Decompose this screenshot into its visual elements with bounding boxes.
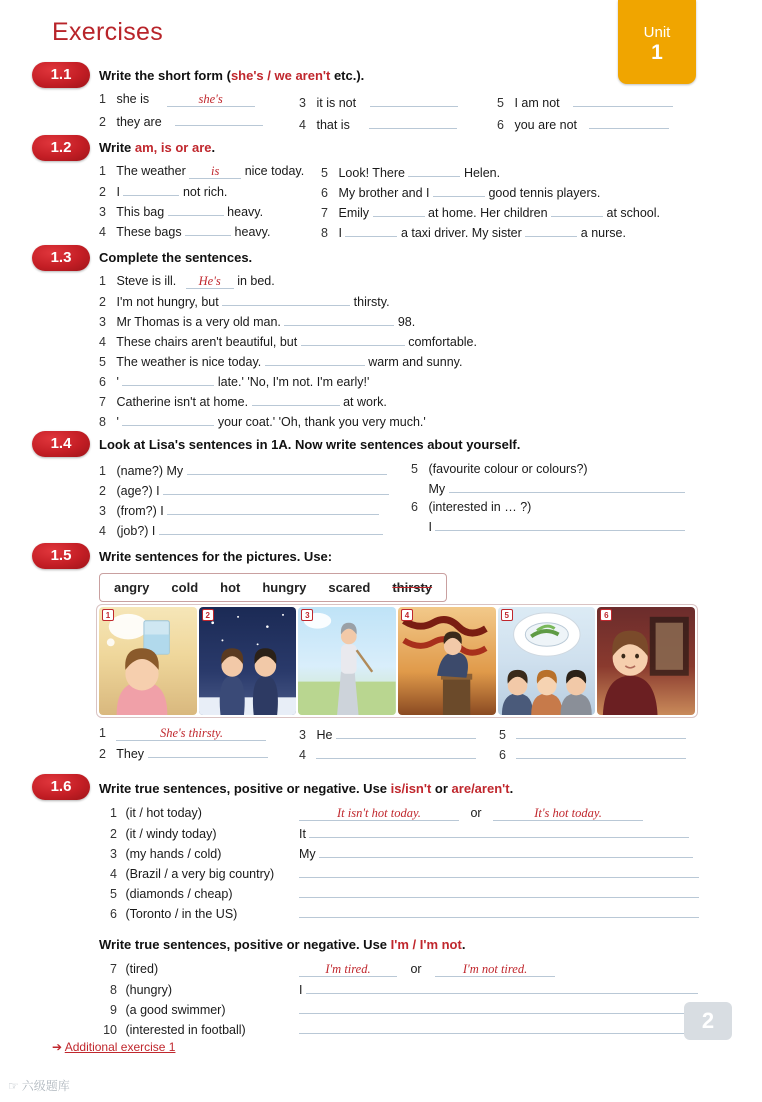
- item-text: I am not: [514, 96, 560, 110]
- instr-highlight: am, is or are: [134, 140, 212, 155]
- item-number: 3: [99, 504, 106, 518]
- answer-blank[interactable]: [316, 746, 476, 759]
- item-row: [299, 114, 497, 132]
- item-row: [99, 274, 719, 289]
- answer-blank[interactable]: [309, 825, 689, 838]
- picture-3-art: [298, 607, 396, 715]
- instr-pre: Write true sentences, positive or negative. Use: [99, 781, 391, 796]
- exercise-number-1-4: 1.4: [32, 431, 90, 457]
- item-prompt: (hungry): [125, 983, 173, 997]
- item-number: 3: [299, 728, 306, 742]
- item-number: 5: [497, 96, 504, 110]
- item-row: [99, 865, 719, 881]
- watermark-label: 六级题库: [21, 1079, 70, 1093]
- item-text-post: nice today.: [244, 164, 305, 178]
- instruction-1-5: Write sentences for the pictures. Use:: [99, 549, 333, 564]
- item-prompt: (my hands / cold): [125, 847, 222, 861]
- item-row: [99, 845, 719, 861]
- item-text: I: [116, 185, 120, 199]
- or-label: or: [470, 806, 482, 820]
- item-lead: It: [298, 827, 306, 841]
- item-number: 1: [99, 726, 106, 740]
- item-row: [99, 313, 719, 329]
- instr-highlight-1: is/isn't: [390, 781, 432, 796]
- answer-blank[interactable]: [299, 1001, 699, 1014]
- item-text-post: thirsty.: [353, 295, 390, 309]
- item-number: 3: [99, 205, 106, 219]
- picture-number: 6: [600, 609, 612, 621]
- item-row: [99, 1021, 719, 1037]
- item-text: (favourite colour or colours?): [428, 462, 588, 476]
- item-number: 4: [99, 524, 106, 538]
- answer-blank[interactable]: is: [189, 164, 241, 179]
- item-number: 1: [99, 464, 106, 478]
- answer-blank[interactable]: [175, 111, 263, 126]
- item-text: ': [116, 415, 119, 429]
- item-lead: They: [116, 747, 145, 761]
- item-text: Catherine isn't at home.: [116, 395, 249, 409]
- item-number: 5: [411, 462, 418, 476]
- item-text: (from?) I: [116, 504, 164, 518]
- answer-blank[interactable]: [516, 726, 686, 739]
- item-number: 4: [110, 867, 117, 881]
- item-text: My brother and I: [338, 186, 430, 200]
- answer-blank[interactable]: [319, 845, 693, 858]
- instr-pre: Write true sentences, positive or negative. Use: [99, 937, 391, 952]
- instr-pre: Write: [99, 140, 135, 155]
- item-row: [299, 746, 499, 762]
- item-row: [321, 184, 711, 200]
- instr-highlight-2: are/aren't: [451, 781, 510, 796]
- column-left: [99, 164, 321, 244]
- item-text: ': [116, 375, 119, 389]
- item-number: 7: [110, 962, 117, 976]
- item-number: 6: [411, 500, 418, 514]
- item-text: she is: [116, 92, 150, 106]
- item-row: [411, 500, 711, 514]
- item-text: Look! There: [338, 166, 405, 180]
- answer-blank[interactable]: [336, 726, 476, 739]
- instr-pre: Write the short form (: [99, 68, 231, 83]
- item-text-post: Helen.: [463, 166, 501, 180]
- item-row: [99, 293, 719, 309]
- answer-blank[interactable]: [168, 203, 224, 216]
- exercise-number-1-5: 1.5: [32, 543, 90, 569]
- or-label: or: [410, 962, 422, 976]
- answer-blank[interactable]: [185, 223, 231, 236]
- item-row: [499, 746, 699, 762]
- exercise-1-4: [99, 437, 719, 542]
- item-number: 8: [321, 226, 328, 240]
- answer-blank[interactable]: He's: [186, 274, 234, 289]
- exercise-1-5: [99, 549, 719, 602]
- item-number: 9: [110, 1003, 117, 1017]
- item-text: (age?) I: [116, 484, 160, 498]
- answer-blank-2[interactable]: [551, 204, 603, 217]
- item-text-post2: at school.: [606, 206, 661, 220]
- answer-blank[interactable]: [187, 462, 387, 475]
- exercise-1-6: [99, 781, 719, 1041]
- item-row: [99, 373, 719, 389]
- item-prompt: (tired): [125, 962, 159, 976]
- answer-blank[interactable]: [408, 164, 460, 177]
- item-row: [99, 203, 321, 219]
- column-1: [99, 726, 299, 766]
- item-number: 6: [497, 118, 504, 132]
- item-row: [99, 825, 719, 841]
- item-row: [99, 981, 719, 997]
- answer-blank[interactable]: [122, 413, 214, 426]
- additional-exercise-link[interactable]: [52, 1040, 175, 1054]
- exercise-number-1-3: 1.3: [32, 245, 90, 271]
- instr-highlight: she's / we aren't: [230, 68, 331, 83]
- instr-post: .: [509, 781, 514, 796]
- picture-strip: [96, 604, 698, 718]
- item-row: [99, 905, 719, 921]
- answer-blank[interactable]: she's: [167, 92, 255, 107]
- answer-blank[interactable]: [222, 293, 350, 306]
- answer-blank[interactable]: [369, 114, 457, 129]
- picture-6: [597, 607, 695, 715]
- item-number: 2: [99, 295, 106, 309]
- answer-blank[interactable]: [373, 204, 425, 217]
- column-left: [99, 462, 411, 542]
- item-row: [99, 962, 719, 977]
- item-text-post: not rich.: [182, 185, 228, 199]
- item-number: 5: [499, 728, 506, 742]
- item-prompt: (Toronto / in the US): [125, 907, 238, 921]
- item-number: 7: [99, 395, 106, 409]
- item-text: These bags: [116, 225, 182, 239]
- item-prompt: (it / windy today): [125, 827, 217, 841]
- column-right: [321, 164, 711, 244]
- word-angry: angry: [114, 580, 150, 595]
- item-text-post2: a nurse.: [580, 226, 626, 240]
- item-lead: I: [428, 520, 432, 534]
- item-text: Emily: [338, 206, 370, 220]
- item-text: that is: [316, 118, 350, 132]
- item-row: [99, 92, 299, 107]
- item-number: 1: [99, 274, 106, 288]
- page-title: Exercises: [52, 18, 164, 46]
- item-number: 8: [110, 983, 117, 997]
- picture-4: [398, 607, 496, 715]
- unit-label: Unit: [643, 24, 671, 41]
- instruction-1-4: Look at Lisa's sentences in 1A. Now write sentences about yourself.: [99, 437, 521, 452]
- exercise-1-1: [99, 68, 719, 136]
- picture-number: 3: [301, 609, 313, 621]
- instruction-1-3: Complete the sentences.: [99, 250, 253, 265]
- picture-6-art: [597, 607, 695, 715]
- answer-blank[interactable]: [163, 482, 389, 495]
- instruction-1-1: [99, 68, 719, 83]
- additional-exercise-label[interactable]: Additional exercise 1: [64, 1040, 176, 1054]
- item-row: [99, 183, 321, 199]
- column-3: [497, 92, 707, 136]
- answer-blank[interactable]: [449, 480, 685, 493]
- item-text-post: heavy.: [234, 225, 271, 239]
- answer-blank-2[interactable]: It's hot today.: [493, 806, 643, 821]
- item-row: [321, 204, 711, 220]
- item-row: [299, 92, 497, 110]
- picture-number: 1: [102, 609, 114, 621]
- item-row: [321, 224, 711, 240]
- picture-2-art: [199, 607, 297, 715]
- picture-1-art: [99, 607, 197, 715]
- column-right: [411, 462, 711, 542]
- item-number: 3: [110, 847, 117, 861]
- column-1: [99, 92, 299, 136]
- item-number: 6: [99, 375, 106, 389]
- item-lead: My: [428, 482, 446, 496]
- item-text: (interested in … ?): [428, 500, 532, 514]
- answer-blank-2[interactable]: [525, 224, 577, 237]
- item-number: 6: [110, 907, 117, 921]
- item-text-post: at work.: [343, 395, 387, 409]
- exercise-number-1-2: 1.2: [32, 135, 90, 161]
- item-row: [99, 745, 299, 761]
- item-text: (job?) I: [116, 524, 156, 538]
- item-row: [99, 462, 411, 478]
- item-number: 10: [103, 1023, 117, 1037]
- word-thirsty-struck: thirsty: [392, 580, 433, 595]
- item-number: 4: [99, 225, 106, 239]
- item-text-post: good tennis players.: [488, 186, 601, 200]
- item-number: 5: [110, 887, 117, 901]
- item-text: they are: [116, 115, 162, 129]
- item-prompt: (diamonds / cheap): [125, 887, 233, 901]
- item-number: 3: [99, 315, 106, 329]
- item-row: [299, 726, 499, 742]
- item-row: [99, 353, 719, 369]
- item-text-post: warm and sunny.: [368, 355, 463, 369]
- item-text: (name?) My: [116, 464, 184, 478]
- answer-blank[interactable]: [265, 353, 365, 366]
- item-row: [497, 92, 707, 110]
- instruction-1-2: [99, 140, 719, 155]
- item-text-post: 98.: [397, 315, 416, 329]
- item-row: [411, 518, 711, 534]
- watermark-icon: ☞: [8, 1079, 19, 1093]
- answer-blank[interactable]: [589, 114, 669, 129]
- word-cold: cold: [171, 580, 199, 595]
- answer-blank[interactable]: [299, 905, 699, 918]
- item-row: [99, 393, 719, 409]
- word-scared: scared: [328, 580, 371, 595]
- item-row: [497, 114, 707, 132]
- exercise-1-3: [99, 250, 719, 433]
- unit-number: 1: [651, 41, 663, 64]
- word-bank: [99, 573, 447, 602]
- answer-blank[interactable]: [159, 522, 383, 535]
- item-number: 4: [299, 748, 306, 762]
- item-row: [321, 164, 711, 180]
- picture-5-art: [498, 607, 596, 715]
- item-row: [99, 885, 719, 901]
- item-lead: My: [298, 847, 316, 861]
- item-text: it is not: [316, 96, 357, 110]
- answer-blank[interactable]: [435, 518, 685, 531]
- item-number: 2: [110, 827, 117, 841]
- word-hot: hot: [220, 580, 241, 595]
- item-number: 6: [321, 186, 328, 200]
- item-lead: He: [316, 728, 333, 742]
- item-text: The weather: [116, 164, 186, 178]
- item-text: I'm not hungry, but: [116, 295, 219, 309]
- exercise-number-1-6: 1.6: [32, 774, 90, 800]
- picture-number: 5: [501, 609, 513, 621]
- answer-blank-2[interactable]: I'm not tired.: [435, 962, 555, 977]
- item-lead: I: [298, 983, 303, 997]
- item-row: [99, 223, 321, 239]
- item-number: 2: [99, 185, 106, 199]
- item-text-post: comfortable.: [408, 335, 477, 349]
- word-hungry: hungry: [262, 580, 307, 595]
- instr-post: .: [461, 937, 466, 952]
- item-row: [99, 111, 299, 129]
- item-number: 2: [99, 747, 106, 761]
- item-text: I: [338, 226, 342, 240]
- column-3: [499, 726, 699, 766]
- item-prompt: (interested in football): [125, 1023, 246, 1037]
- item-text: Mr Thomas is a very old man.: [116, 315, 281, 329]
- item-text-post: heavy.: [227, 205, 264, 219]
- item-text: you are not: [514, 118, 578, 132]
- exercise-1-5-answers: [99, 726, 719, 766]
- answer-blank[interactable]: [433, 184, 485, 197]
- answer-blank[interactable]: [122, 373, 214, 386]
- item-row: [411, 480, 711, 496]
- answer-blank-1[interactable]: I'm tired.: [299, 962, 397, 977]
- instr-highlight: I'm / I'm not: [390, 937, 462, 952]
- exercise-number-1-1: 1.1: [32, 62, 90, 88]
- item-text-post: your coat.' 'Oh, thank you very much.': [217, 415, 426, 429]
- answer-blank[interactable]: [148, 745, 268, 758]
- item-number: 1: [99, 92, 106, 106]
- picture-1: [99, 607, 197, 715]
- answer-blank[interactable]: [573, 92, 673, 107]
- instr-post: etc.).: [330, 68, 365, 83]
- answer-blank[interactable]: [306, 981, 698, 994]
- column-2: [299, 726, 499, 766]
- answer-blank[interactable]: [516, 746, 686, 759]
- arrow-right-icon: ➔: [52, 1040, 63, 1054]
- item-row: [99, 502, 411, 518]
- item-row: [99, 522, 411, 538]
- item-prompt: (a good swimmer): [125, 1003, 226, 1017]
- answer-blank[interactable]: [345, 224, 397, 237]
- instruction-1-6: [99, 781, 719, 796]
- item-row: [99, 164, 321, 179]
- item-row: [99, 482, 411, 498]
- item-number: 4: [299, 118, 306, 132]
- item-row: [499, 726, 699, 742]
- item-number: 4: [99, 335, 106, 349]
- picture-number: 4: [401, 609, 413, 621]
- exercise-1-2: [99, 140, 719, 244]
- answer-blank[interactable]: [284, 313, 394, 326]
- item-number: 5: [321, 166, 328, 180]
- answer-blank[interactable]: [370, 92, 458, 107]
- item-row: [99, 726, 299, 741]
- page-number-badge: 2: [684, 1002, 732, 1040]
- column-2: [299, 92, 497, 136]
- answer-blank[interactable]: [123, 183, 179, 196]
- item-number: 6: [499, 748, 506, 762]
- item-prompt: (Brazil / a very big country): [125, 867, 275, 881]
- item-text: These chairs aren't beautiful, but: [116, 335, 298, 349]
- answer-blank[interactable]: [252, 393, 340, 406]
- item-row: [99, 1001, 719, 1017]
- item-prompt: (it / hot today): [125, 806, 202, 820]
- item-number: 2: [99, 484, 106, 498]
- picture-4-art: [398, 607, 496, 715]
- item-number: 1: [99, 164, 106, 178]
- item-number: 2: [99, 115, 106, 129]
- item-row: [411, 462, 711, 476]
- picture-5: [498, 607, 596, 715]
- item-number: 5: [99, 355, 106, 369]
- item-text: Steve is ill.: [116, 274, 177, 288]
- answer-blank[interactable]: [299, 1021, 699, 1034]
- answer-blank[interactable]: She's thirsty.: [116, 726, 266, 741]
- answer-blank[interactable]: [167, 502, 379, 515]
- answer-blank[interactable]: [301, 333, 405, 346]
- item-number: 3: [299, 96, 306, 110]
- item-text: The weather is nice today.: [116, 355, 262, 369]
- item-text-post: in bed.: [237, 274, 275, 288]
- answer-blank[interactable]: [299, 865, 699, 878]
- item-number: 8: [99, 415, 106, 429]
- item-number: 1: [110, 806, 117, 820]
- picture-number: 2: [202, 609, 214, 621]
- item-row: [99, 333, 719, 349]
- picture-3: [298, 607, 396, 715]
- answer-blank[interactable]: [299, 885, 699, 898]
- item-text: This bag: [116, 205, 165, 219]
- picture-2: [199, 607, 297, 715]
- item-row: [99, 413, 719, 429]
- instruction-1-6-part2: [99, 937, 719, 952]
- instr-post: .: [211, 140, 216, 155]
- item-text-post: late.' 'No, I'm not. I'm early!': [217, 375, 370, 389]
- item-text-post: a taxi driver. My sister: [400, 226, 522, 240]
- instr-mid: or: [431, 781, 452, 796]
- item-text-post: at home. Her children: [428, 206, 548, 220]
- answer-blank-1[interactable]: It isn't hot today.: [299, 806, 459, 821]
- item-row: [99, 806, 719, 821]
- item-number: 7: [321, 206, 328, 220]
- watermark: [8, 1077, 70, 1094]
